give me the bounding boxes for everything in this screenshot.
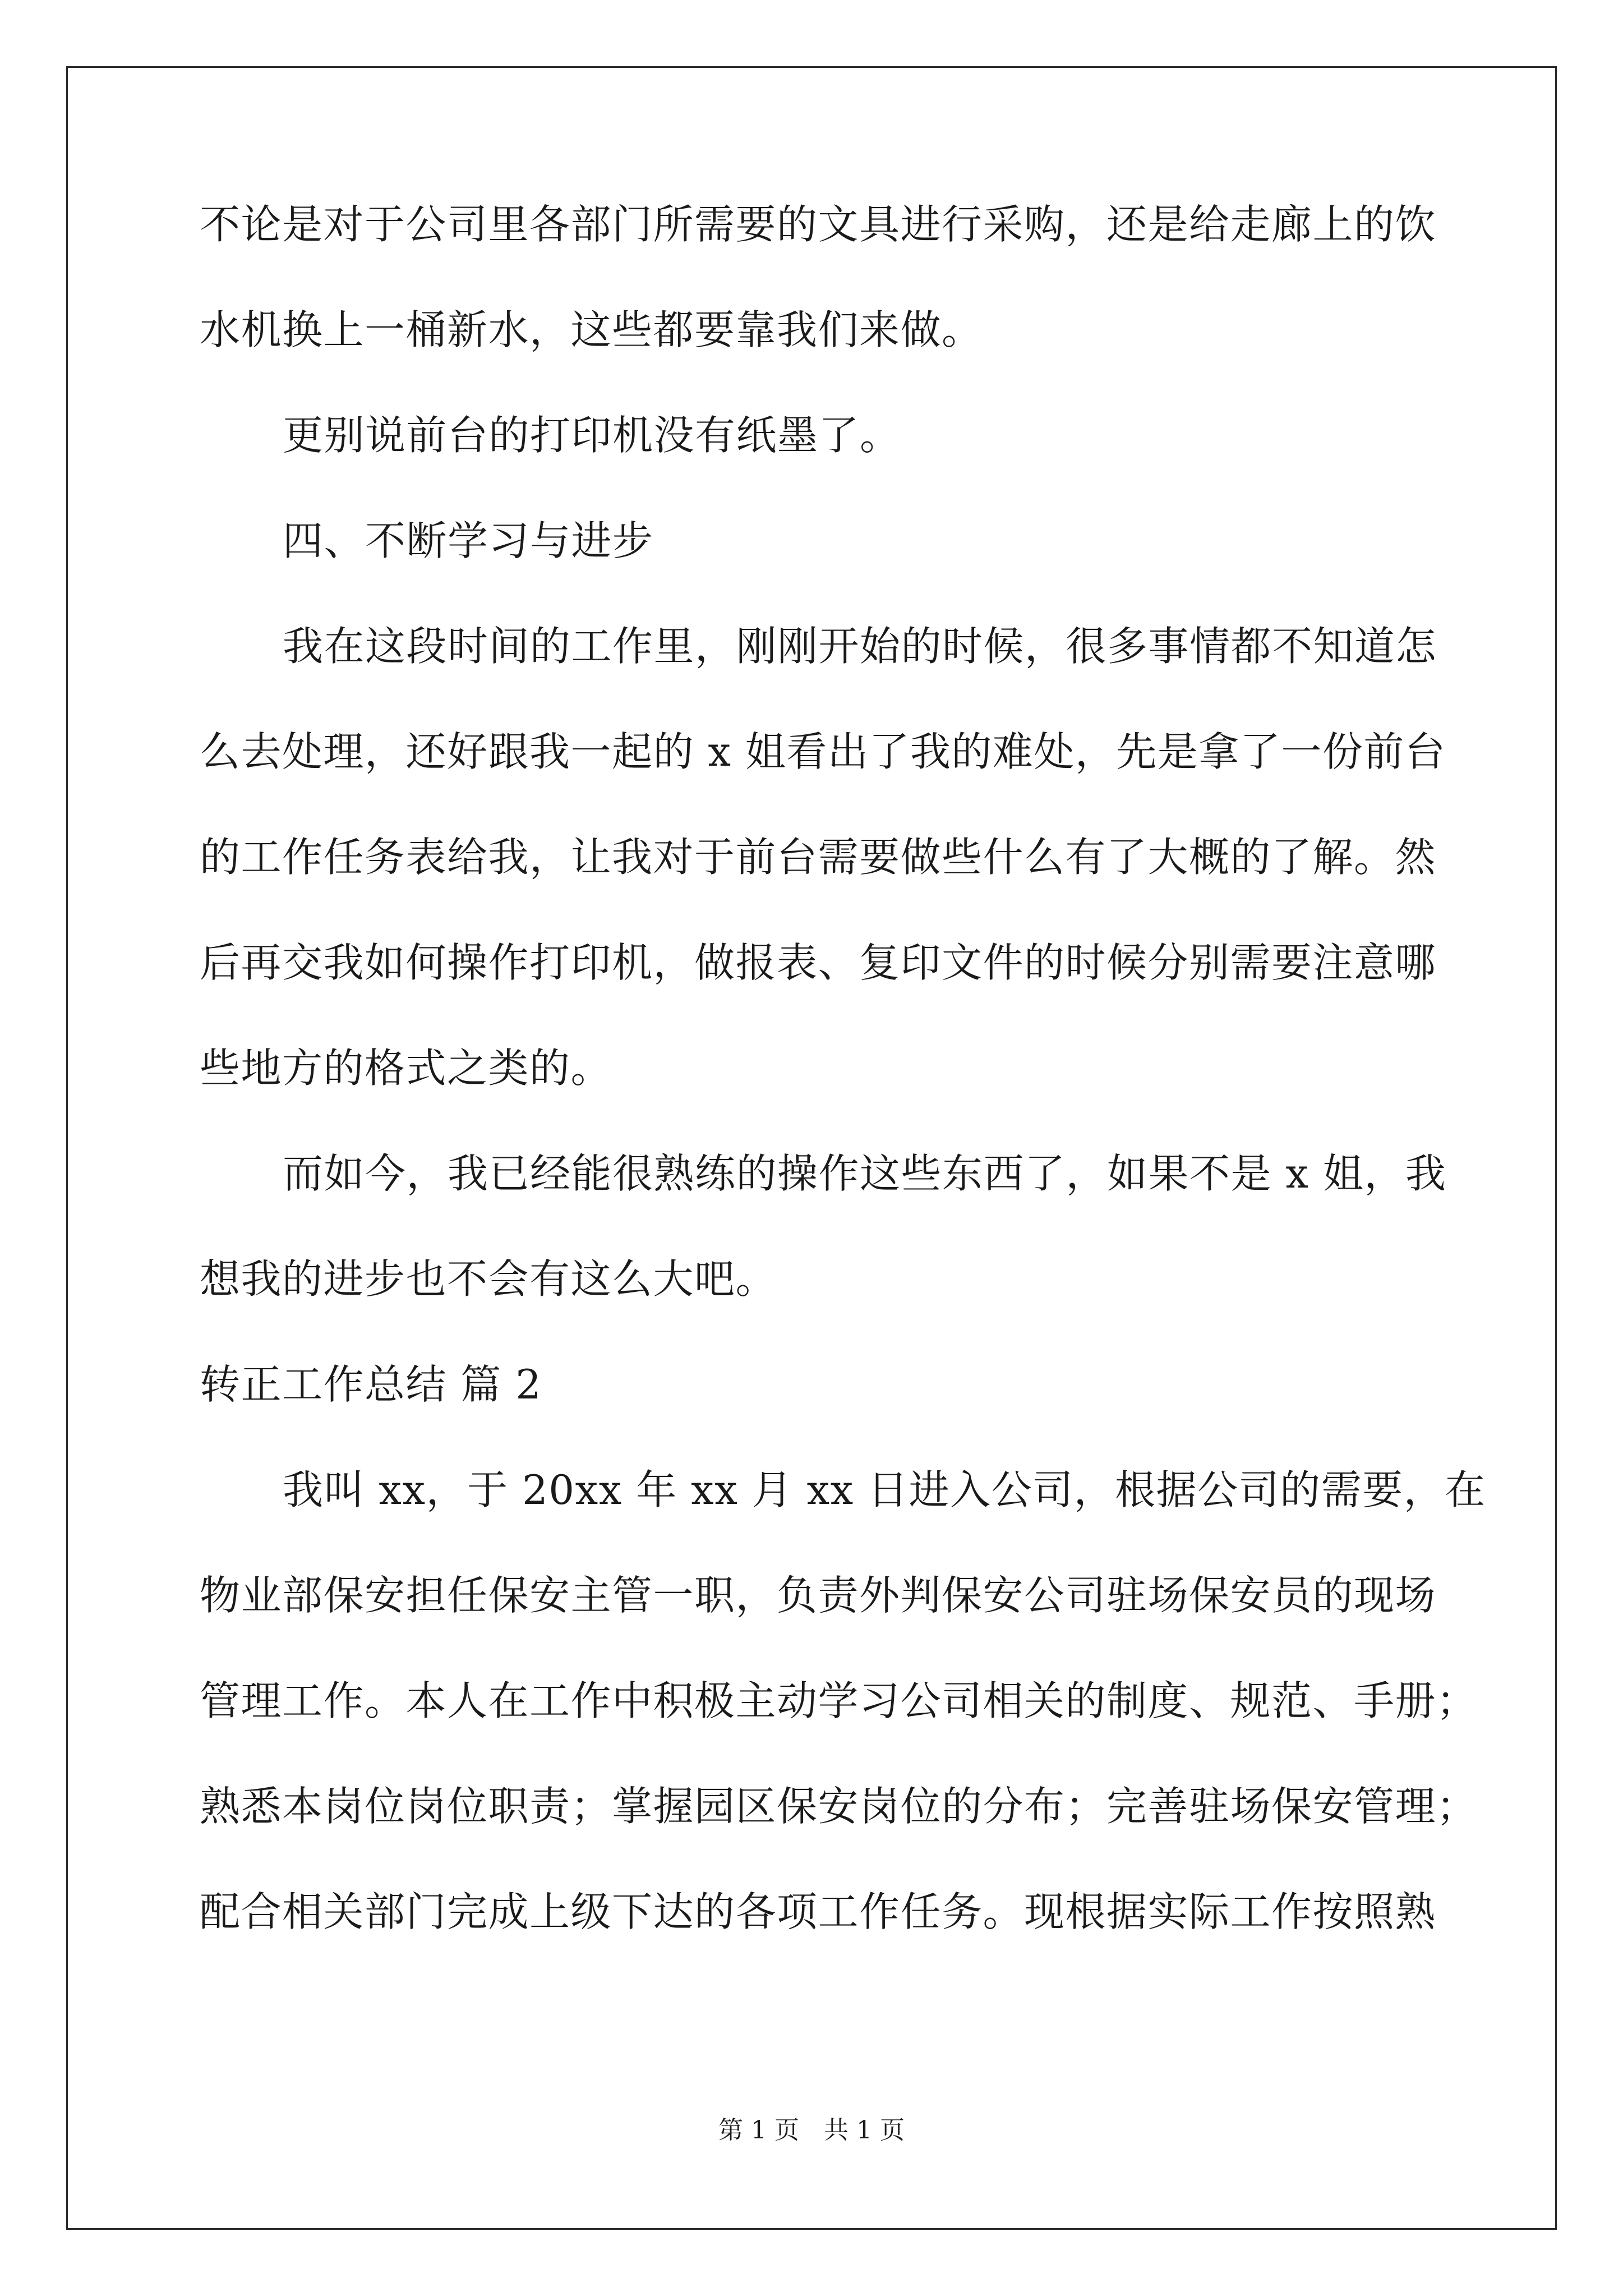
text-line: 我叫 xx，于 20xx 年 xx 月 xx 日进入公司，根据公司的需要，在 (283, 1466, 1486, 1513)
text-line: 不论是对于公司里各部门所需要的文具进行采购，还是给走廊上的饮 (200, 201, 1437, 248)
text-line: 么去处理，还好跟我一起的 x 姐看出了我的难处，先是拿了一份前台 (200, 728, 1446, 775)
text-line: 更别说前台的打印机没有纸墨了。 (283, 412, 901, 459)
text-line: 想我的进步也不会有这么大吧。 (200, 1255, 777, 1303)
section-heading: 四、不断学习与进步 (283, 517, 654, 564)
text-line: 我在这段时间的工作里，刚刚开始的时候，很多事情都不知道怎 (283, 623, 1437, 670)
text-line: 的工作任务表给我，让我对于前台需要做些什么有了大概的了解。然 (200, 834, 1437, 881)
text-line: 后再交我如何操作打印机，做报表、复印文件的时候分别需要注意哪 (200, 939, 1437, 986)
text-line: 配合相关部门完成上级下达的各项工作任务。现根据实际工作按照熟 (200, 1888, 1437, 1935)
text-line: 水机换上一桶新水，这些都要靠我们来做。 (200, 306, 983, 353)
text-line: 物业部保安担任保安主管一职，负责外判保安公司驻场保安员的现场 (200, 1572, 1437, 1619)
page-footer: 第 1 页 共 1 页 (718, 2116, 905, 2145)
text-line: 些地方的格式之类的。 (200, 1045, 612, 1092)
article-title: 转正工作总结 篇 2 (200, 1361, 542, 1408)
text-line: 而如今，我已经能很熟练的操作这些东西了，如果不是 x 姐，我 (283, 1150, 1447, 1197)
text-line: 管理工作。本人在工作中积极主动学习公司相关的制度、规范、手册； (200, 1677, 1478, 1724)
text-line: 熟悉本岗位岗位职责；掌握园区保安岗位的分布；完善驻场保安管理； (200, 1783, 1478, 1830)
